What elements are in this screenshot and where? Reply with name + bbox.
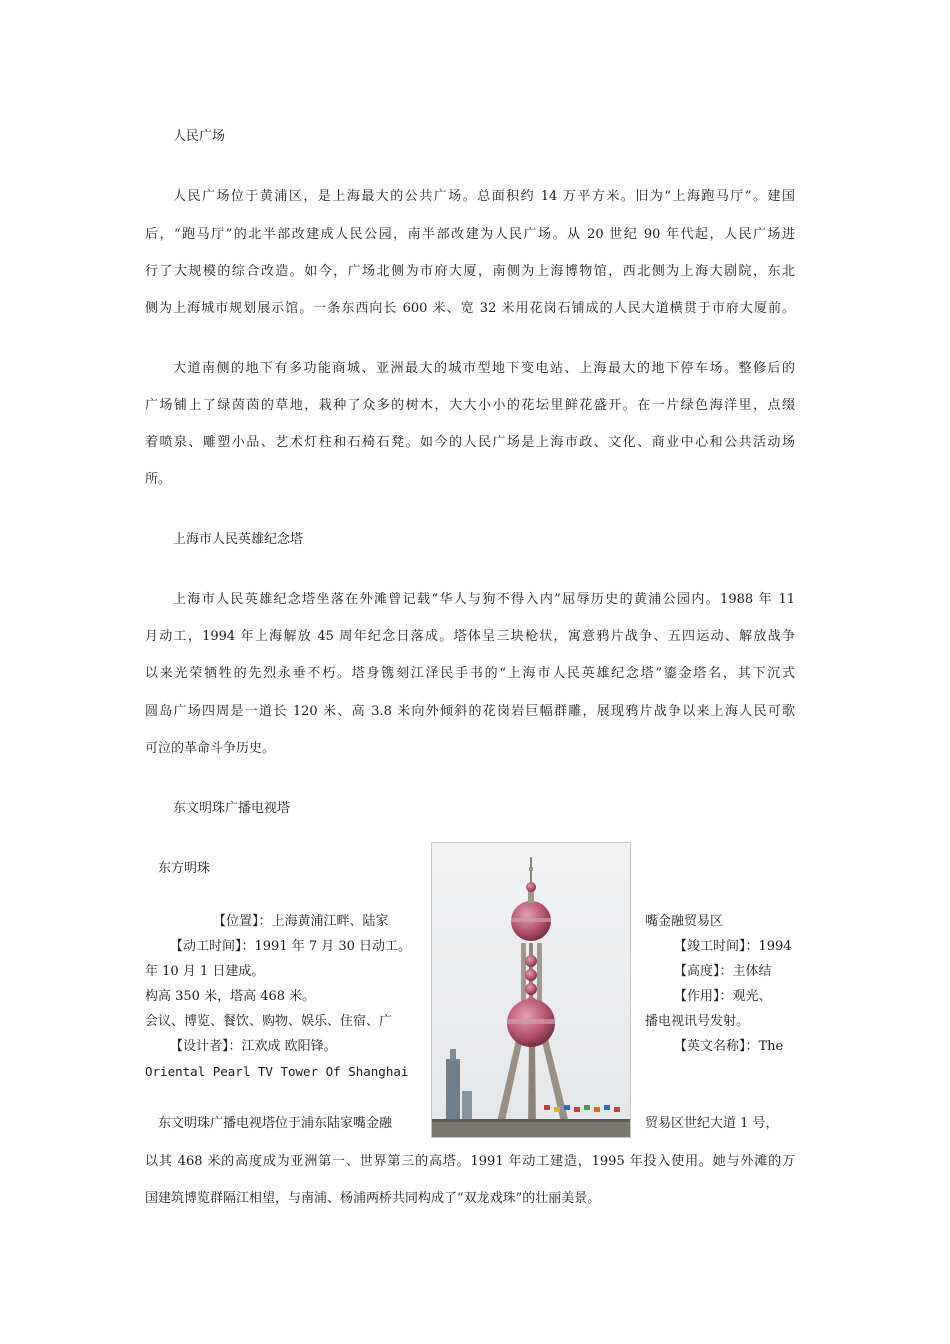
info-function-label: 【作用】：观光、 bbox=[674, 989, 772, 1004]
info-height-label: 【高度】：主体结 bbox=[674, 964, 772, 979]
info-english-name-value: Oriental Pearl TV Tower Of Shanghai bbox=[145, 1064, 409, 1079]
paragraph-line: 东文明珠广播电视塔位于浦东陆家嘴金融 bbox=[158, 1116, 393, 1131]
info-completion-time: 【竣工时间】：1994 bbox=[674, 939, 792, 954]
heading-monument: 上海市人民英雄纪念塔 bbox=[173, 532, 304, 547]
heading-people-square: 人民广场 bbox=[173, 129, 226, 144]
oriental-pearl-tower-photo bbox=[431, 842, 631, 1138]
info-designer: 【设计者】：江欢成 欧阳锋。 bbox=[170, 1039, 337, 1054]
paragraph-line: 侧为上海城市规划展示馆。一条东西向长 600 米、宽 32 米用花岗石铺成的人民大道横贯于市府大厦前。 bbox=[145, 301, 795, 316]
paragraph-line: 贸易区世纪大道 1 号， bbox=[645, 1116, 779, 1131]
info-location: 【位置】：上海黄浦江畔、陆家 bbox=[213, 914, 389, 929]
info-completion-date: 年 10 月 1 日建成。 bbox=[145, 964, 265, 979]
info-function-list: 会议、博览、餐饮、购物、娱乐、住宿、广 bbox=[145, 1014, 393, 1029]
paragraph-line: 上海市人民英雄纪念塔坐落在外滩曾记载“华人与狗不得入内”屈辱历史的黄浦公园内。1988 年 11 bbox=[173, 592, 795, 607]
info-english-name-label: 【英文名称】：The bbox=[674, 1039, 784, 1054]
heading-oriental-pearl: 东文明珠广播电视塔 bbox=[173, 801, 291, 816]
paragraph-line: 以来光荣牺牲的先烈永垂不朽。塔身镌刻江泽民手书的“上海市人民英雄纪念塔”鎏金塔名，其下沉式 bbox=[145, 666, 795, 681]
info-location-cont: 嘴金融贸易区 bbox=[645, 914, 724, 929]
subheading-oriental-pearl: 东方明珠 bbox=[158, 861, 211, 876]
paragraph-line: 着喷泉、雕塑小品、艺术灯柱和石椅石凳。如今的人民广场是上海市政、文化、商业中心和公共活动场 bbox=[145, 435, 795, 450]
info-function-cont: 播电视讯号发射。 bbox=[645, 1014, 750, 1029]
paragraph-line: 圆岛广场四周是一道长 120 米、高 3.8 米向外倾斜的花岗岩巨幅群雕，展现鸦片战争以来上海人民可歌 bbox=[145, 704, 795, 719]
paragraph-line: 月动工，1994 年上海解放 45 周年纪念日落成。塔体呈三块枪状，寓意鸦片战争、五四运动、解放战争 bbox=[145, 629, 795, 644]
paragraph-line: 行了大规模的综合改造。如今，广场北侧为市府大厦，南侧为上海博物馆，西北侧为上海大剧院，东北 bbox=[145, 264, 795, 279]
paragraph-line: 广场铺上了绿茵茵的草地，栽种了众多的树木，大大小小的花坛里鲜花盛开。在一片绿色海洋里，点缀 bbox=[145, 398, 795, 413]
paragraph-line: 后，“跑马厅”的北半部改建成人民公园，南半部改建为人民广场。从 20 世纪 90 年代起，人民广场进 bbox=[145, 227, 795, 242]
paragraph-line: 所。 bbox=[145, 472, 172, 487]
info-height-value: 构高 350 米，塔高 468 米。 bbox=[145, 989, 316, 1004]
tower-illustration bbox=[432, 843, 630, 1137]
paragraph-line: 国建筑博览群隔江相望，与南浦、杨浦两桥共同构成了“双龙戏珠”的壮丽美景。 bbox=[145, 1191, 601, 1206]
paragraph-line: 以其 468 米的高度成为亚洲第一、世界第三的高塔。1991 年动工建造，1995 年投入使用。她与外滩的万 bbox=[145, 1154, 795, 1169]
paragraph-line: 人民广场位于黄浦区，是上海最大的公共广场。总面积约 14 万平方米。旧为“上海跑马厅”。建国 bbox=[173, 189, 795, 204]
paragraph-line: 可泣的革命斗争历史。 bbox=[145, 741, 276, 756]
paragraph-line: 大道南侧的地下有多功能商城、亚洲最大的城市型地下变电站、上海最大的地下停车场。整修后的 bbox=[173, 361, 795, 376]
info-start-time: 【动工时间】：1991 年 7 月 30 日动工。 bbox=[170, 939, 412, 954]
